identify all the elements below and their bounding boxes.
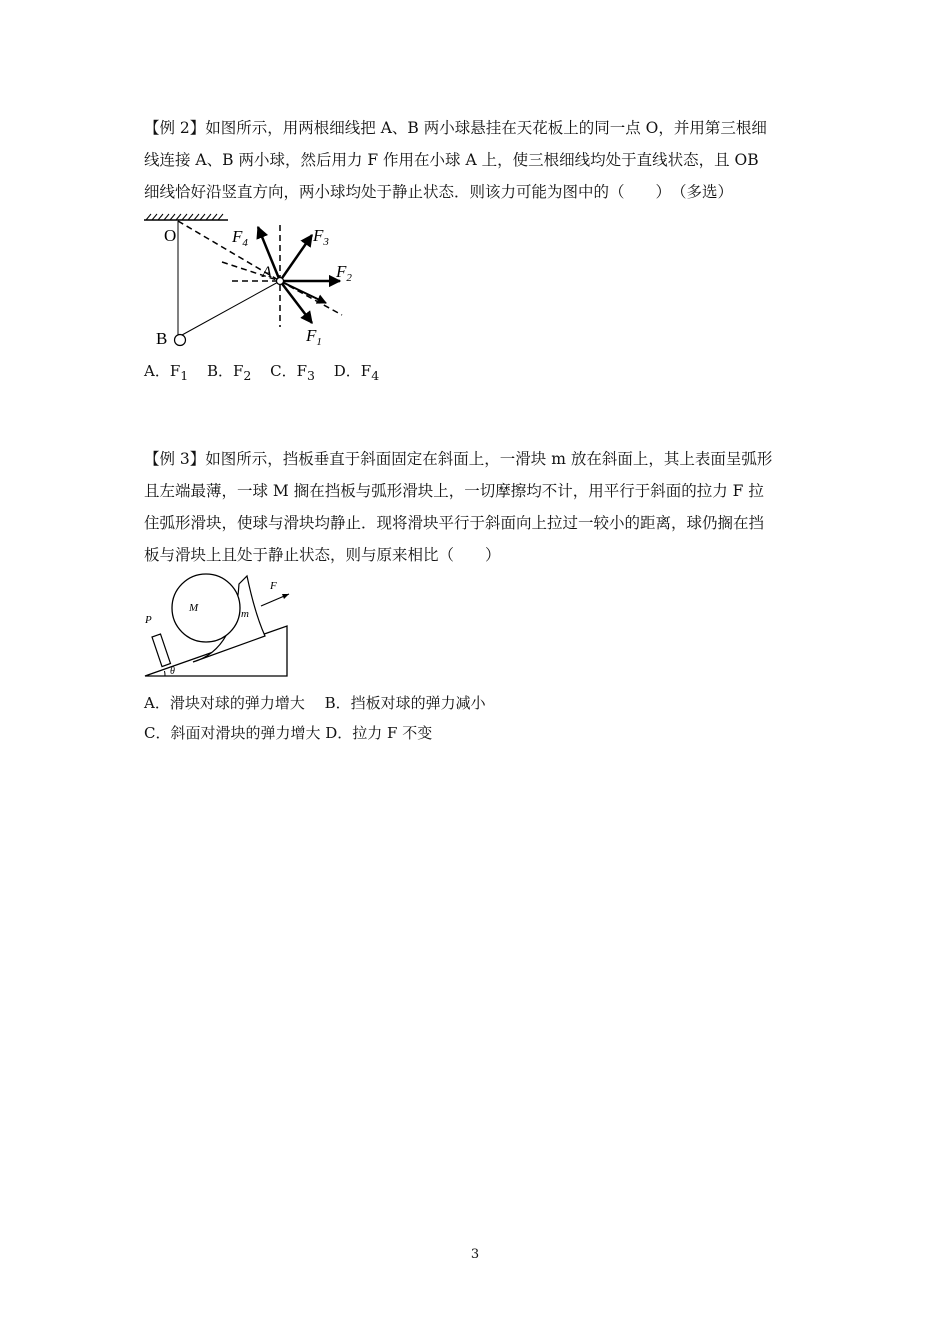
label-o: O — [164, 226, 177, 245]
label-f3: $F_3$ — [313, 226, 329, 248]
example3-options-row-2: C．斜面对滑块的弹力增大 D．拉力 F 不变 — [144, 724, 433, 742]
ceiling-hatch — [144, 214, 228, 220]
option-a: A．$F_1$ — [144, 362, 189, 383]
example2-question — [144, 112, 816, 208]
label-f2: $F_2$ — [336, 262, 352, 284]
example2-line-2: 线连接 A、B 两小球，然后用力 F 作用在小球 A 上，使三根细线均处于直线状态，且 OB — [144, 151, 759, 169]
example2-figure — [140, 207, 360, 357]
example3-options-row-1: A．滑块对球的弹力增大 B．挡板对球的弹力减小 — [144, 694, 486, 712]
example3-line-4: 板与滑块上且处于静止状态，则与原来相比（ ） — [144, 546, 501, 564]
label-theta: θ — [170, 666, 175, 677]
label-f4: $F_4$ — [232, 227, 248, 249]
page-number: 3 — [470, 1247, 480, 1262]
example3-line-2: 且左端最薄，一球 M 搁在挡板与弧形滑块上，一切摩擦均不计，用平行于斜面的拉力 F 拉 — [144, 482, 764, 500]
force-f3-arrow — [280, 235, 312, 281]
example2-line-3: 细线恰好沿竖直方向，两小球均处于静止状态．则该力可能为图中的（ ） （多选） — [144, 183, 734, 201]
force-f-arrowhead — [282, 594, 289, 599]
label-m-block: m — [241, 608, 249, 620]
example3-line-1: 【例 3】如图所示，挡板垂直于斜面固定在斜面上，一滑块 m 放在斜面上，其上表面呈弧形 — [144, 450, 773, 468]
ball-m — [172, 574, 240, 642]
baffle-p — [152, 634, 171, 667]
label-b: B — [156, 329, 168, 348]
ball-a — [277, 278, 284, 285]
example3-question — [144, 443, 816, 571]
example3-line-3: 住弧形滑块，使球与滑块均静止．现将滑块平行于斜面向上拉过一较小的距离，球仍搁在挡 — [144, 514, 765, 532]
ball-b — [175, 335, 186, 346]
label-p: P — [145, 614, 152, 626]
label-m-ball: M — [189, 602, 199, 614]
option-c: C．$F_3$ — [270, 362, 315, 383]
example2-diagram — [140, 207, 360, 357]
force-f1-arrow — [280, 281, 312, 323]
option-d: D．$F_4$ — [333, 362, 380, 383]
thread-ab — [182, 281, 280, 335]
example3-options — [144, 688, 486, 748]
example2-line-1: 【例 2】如图所示，用两根细线把 A、B 两小球悬挂在天花板上的同一点 O，并用第三根细 — [144, 119, 767, 137]
angle-arc — [165, 671, 166, 676]
example3-figure — [143, 572, 303, 680]
example2-options — [144, 356, 379, 391]
example3-diagram — [143, 572, 303, 680]
option-b: B．$F_2$ — [206, 362, 252, 383]
label-a: A — [262, 264, 272, 281]
label-f: F — [270, 580, 277, 592]
label-f1: $F_1$ — [306, 326, 322, 348]
